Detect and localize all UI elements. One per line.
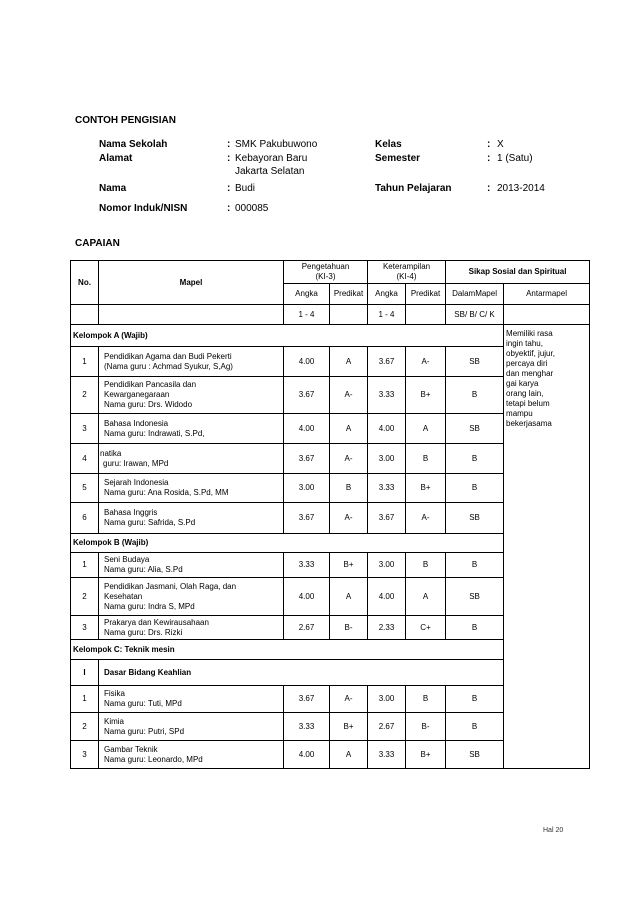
row-number: 2 — [71, 713, 99, 741]
colon: : — [227, 183, 231, 194]
header-pengetahuan-label: Pengetahuan — [301, 262, 350, 271]
angka-ki3: 2.67 — [284, 616, 330, 640]
header-dalam-mapel: DalamMapel — [446, 284, 504, 305]
header-pengetahuan — [284, 261, 368, 284]
antarmapel-line: tetapi belum — [506, 399, 550, 408]
label-alamat: Alamat — [99, 153, 133, 164]
angka-ki3: 3.67 — [284, 503, 330, 534]
antarmapel-empty — [504, 660, 590, 686]
row-number: 2 — [71, 578, 99, 616]
angka-ki3: 4.00 — [284, 414, 330, 444]
table-row — [71, 503, 590, 534]
table-row — [71, 553, 590, 578]
angka-ki4: 2.67 — [368, 713, 406, 741]
predikat-ki4: B+ — [406, 474, 446, 503]
antarmapel-empty — [504, 640, 590, 660]
angka-ki4: 3.33 — [368, 741, 406, 769]
colon: : — [487, 183, 491, 194]
mapel-line: Pendidikan Jasmani, Olah Raga, dan — [104, 581, 237, 591]
header-antarmapel: Antarmapel — [504, 284, 590, 305]
header-ki3-label: (KI-3) — [315, 272, 336, 281]
antarmapel-empty — [504, 713, 590, 741]
label-kelas: Kelas — [375, 139, 402, 150]
range-sikap: SB/ B/ C/ K — [446, 305, 504, 325]
colon: : — [487, 139, 491, 150]
row-number: 4 — [71, 444, 99, 474]
mapel-line: Prakarya dan Kewirausahaan — [104, 617, 209, 627]
row-number: 5 — [71, 474, 99, 503]
mapel-line: Nama guru: Putri, SPd — [104, 726, 185, 736]
colon: : — [227, 153, 231, 164]
mapel-line: Kesehatan — [104, 591, 143, 601]
mapel-line: Kewarganegaraan — [104, 390, 170, 399]
table-row — [71, 616, 590, 640]
subgroup-number: I — [71, 660, 99, 686]
value-nama: Budi — [235, 183, 256, 194]
dalam-mapel: B — [446, 444, 504, 474]
header-predikat-ki4: Predikat — [406, 284, 446, 305]
label-nama: Nama — [99, 183, 127, 194]
angka-ki4: 3.67 — [368, 503, 406, 534]
angka-ki3: 4.00 — [284, 578, 330, 616]
dalam-mapel: SB — [446, 503, 504, 534]
predikat-ki3: B — [330, 474, 368, 503]
dalam-mapel: B — [446, 377, 504, 414]
colon: : — [227, 139, 231, 150]
header-ki4-label: (KI-4) — [396, 272, 417, 281]
antarmapel-line: gai karya — [506, 379, 539, 388]
header-keterampilan — [368, 261, 446, 284]
predikat-ki4: A- — [406, 503, 446, 534]
table-row — [71, 741, 590, 769]
predikat-ki3: A- — [330, 444, 368, 474]
angka-ki3: 4.00 — [284, 347, 330, 377]
header-keterampilan-label: Keterampilan — [382, 262, 431, 271]
predikat-ki4: B — [406, 553, 446, 578]
predikat-ki4: B- — [406, 713, 446, 741]
predikat-ki4: C+ — [406, 616, 446, 640]
range-spacer — [99, 305, 284, 325]
antarmapel-empty — [504, 553, 590, 578]
mapel-line: Sejarah Indonesia — [104, 478, 169, 487]
predikat-ki3: B+ — [330, 553, 368, 578]
antarmapel-empty — [504, 616, 590, 640]
group-heading-a: Kelompok A (Wajib) — [71, 325, 504, 347]
colon: : — [227, 203, 231, 214]
mapel-line: natika — [100, 448, 122, 458]
row-number: 1 — [71, 686, 99, 713]
angka-ki4: 3.00 — [368, 553, 406, 578]
mapel-line: Bahasa Indonesia — [104, 418, 169, 428]
header-sikap: Sikap Sosial dan Spiritual — [446, 261, 590, 284]
label-semester: Semester — [375, 153, 421, 164]
row-number: 6 — [71, 503, 99, 534]
table-row — [71, 713, 590, 741]
predikat-ki3: A — [330, 414, 368, 444]
label-nama-sekolah: Nama Sekolah — [99, 139, 168, 150]
predikat-ki3: A- — [330, 377, 368, 414]
row-number: 2 — [71, 377, 99, 414]
mapel-cell — [99, 686, 284, 713]
row-number: 3 — [71, 414, 99, 444]
mapel-cell — [99, 503, 284, 534]
header-predikat-ki3: Predikat — [330, 284, 368, 305]
mapel-line: Nama guru: Drs. Widodo — [104, 400, 193, 409]
antarmapel-line: percaya diri — [506, 359, 548, 368]
mapel-cell — [99, 741, 284, 769]
predikat-ki4: B — [406, 686, 446, 713]
table-row — [71, 686, 590, 713]
mapel-cell — [99, 444, 284, 474]
antarmapel-line: obyektif, jujur, — [506, 349, 555, 358]
predikat-ki3: A- — [330, 503, 368, 534]
subgroup-label: Dasar Bidang Keahlian — [99, 660, 504, 686]
range-ki4: 1 - 4 — [368, 305, 406, 325]
angka-ki4: 3.00 — [368, 686, 406, 713]
report-table — [70, 260, 590, 769]
mapel-cell — [99, 347, 284, 377]
antarmapel-line: bekerjasama — [506, 419, 552, 428]
mapel-line: Nama guru: Ana Rosida, S.Pd, MM — [104, 488, 229, 497]
predikat-ki3: A — [330, 741, 368, 769]
dalam-mapel: B — [446, 553, 504, 578]
angka-ki4: 2.33 — [368, 616, 406, 640]
mapel-line: guru: Irawan, MPd — [103, 458, 169, 468]
dalam-mapel: B — [446, 616, 504, 640]
page-number: Hal 20 — [543, 827, 564, 834]
antarmapel-empty — [504, 534, 590, 553]
mapel-line: Seni Budaya — [104, 555, 150, 564]
mapel-line: (Nama guru : Achmad Syukur, S,Ag) — [104, 361, 233, 371]
antarmapel-empty — [504, 578, 590, 616]
range-spacer — [330, 305, 368, 325]
value-nama-sekolah: SMK Pakubuwono — [235, 139, 318, 150]
angka-ki3: 3.67 — [284, 377, 330, 414]
section-heading-capaian: CAPAIAN — [75, 238, 120, 249]
row-number: 3 — [71, 616, 99, 640]
section-heading-contoh: CONTOH PENGISIAN — [75, 115, 176, 126]
predikat-ki3: A- — [330, 686, 368, 713]
mapel-cell — [99, 414, 284, 444]
angka-ki4: 3.00 — [368, 444, 406, 474]
colon: : — [487, 153, 491, 164]
mapel-cell — [99, 377, 284, 414]
mapel-line: Nama guru: Drs. Rizki — [104, 627, 183, 637]
mapel-cell — [99, 553, 284, 578]
predikat-ki4: A — [406, 414, 446, 444]
row-number: 1 — [71, 347, 99, 377]
antarmapel-line: dan menghar — [506, 369, 554, 378]
group-heading-c: Kelompok C: Teknik mesin — [71, 640, 504, 660]
antarmapel-line: orang lain, — [506, 389, 544, 398]
value-tahun-pelajaran: 2013-2014 — [497, 183, 545, 194]
angka-ki3: 3.33 — [284, 713, 330, 741]
value-alamat-line1: Kebayoran Baru — [235, 153, 308, 164]
dalam-mapel: SB — [446, 347, 504, 377]
mapel-line: Nama guru: Indrawati, S.Pd, — [104, 428, 205, 438]
mapel-line: Nama guru: Alia, S.Pd — [104, 565, 183, 574]
predikat-ki4: A- — [406, 347, 446, 377]
range-ki3: 1 - 4 — [284, 305, 330, 325]
group-heading-b: Kelompok B (Wajib) — [71, 534, 504, 553]
mapel-line: Pendidikan Pancasila dan — [104, 380, 197, 389]
predikat-ki4: B+ — [406, 377, 446, 414]
range-spacer — [504, 305, 590, 325]
mapel-line: Nama guru: Leonardo, MPd — [104, 754, 203, 764]
dalam-mapel: SB — [446, 578, 504, 616]
predikat-ki3: A — [330, 347, 368, 377]
antarmapel-line: Memiliki rasa — [506, 329, 553, 338]
antarmapel-line: mampu — [506, 409, 533, 418]
value-semester: 1 (Satu) — [497, 153, 533, 164]
angka-ki4: 4.00 — [368, 578, 406, 616]
mapel-line: Bahasa Inggris — [104, 508, 158, 517]
predikat-ki4: B — [406, 444, 446, 474]
angka-ki4: 3.33 — [368, 377, 406, 414]
angka-ki3: 3.67 — [284, 686, 330, 713]
header-mapel: Mapel — [99, 261, 284, 305]
predikat-ki3: A — [330, 578, 368, 616]
angka-ki3: 3.00 — [284, 474, 330, 503]
angka-ki3: 3.33 — [284, 553, 330, 578]
dalam-mapel: SB — [446, 414, 504, 444]
predikat-ki3: B+ — [330, 713, 368, 741]
antarmapel-empty — [504, 503, 590, 534]
mapel-line: Nama guru: Safrida, S.Pd — [104, 518, 196, 527]
value-kelas: X — [497, 139, 504, 150]
dalam-mapel: B — [446, 474, 504, 503]
angka-ki3: 4.00 — [284, 741, 330, 769]
table-row — [71, 578, 590, 616]
angka-ki4: 4.00 — [368, 414, 406, 444]
mapel-cell — [99, 713, 284, 741]
mapel-line: Kimia — [104, 716, 125, 726]
dalam-mapel: B — [446, 713, 504, 741]
range-spacer — [406, 305, 446, 325]
antarmapel-line: ingin tahu, — [506, 339, 543, 348]
value-nisn: 000085 — [235, 203, 269, 214]
value-alamat-line2: Jakarta Selatan — [235, 166, 305, 177]
antarmapel-description — [504, 325, 590, 503]
mapel-line: Pendidikan Agama dan Budi Pekerti — [104, 351, 232, 361]
antarmapel-empty — [504, 741, 590, 769]
angka-ki3: 3.67 — [284, 444, 330, 474]
header-angka-ki4: Angka — [368, 284, 406, 305]
label-nisn: Nomor Induk/NISN — [99, 203, 188, 214]
predikat-ki4: B+ — [406, 741, 446, 769]
mapel-line: Gambar Teknik — [104, 744, 158, 754]
label-tahun-pelajaran: Tahun Pelajaran — [375, 183, 452, 194]
dalam-mapel: SB — [446, 741, 504, 769]
predikat-ki3: B- — [330, 616, 368, 640]
angka-ki4: 3.33 — [368, 474, 406, 503]
header-no: No. — [71, 261, 99, 305]
mapel-line: Nama guru: Indra S, MPd — [104, 601, 195, 611]
mapel-cell — [99, 616, 284, 640]
antarmapel-empty — [504, 686, 590, 713]
angka-ki4: 3.67 — [368, 347, 406, 377]
mapel-line: Nama guru: Tuti, MPd — [104, 699, 182, 708]
mapel-line: Fisika — [104, 689, 125, 698]
predikat-ki4: A — [406, 578, 446, 616]
mapel-cell — [99, 474, 284, 503]
dalam-mapel: B — [446, 686, 504, 713]
row-number: 1 — [71, 553, 99, 578]
mapel-cell — [99, 578, 284, 616]
row-number: 3 — [71, 741, 99, 769]
range-spacer — [71, 305, 99, 325]
header-angka-ki3: Angka — [284, 284, 330, 305]
